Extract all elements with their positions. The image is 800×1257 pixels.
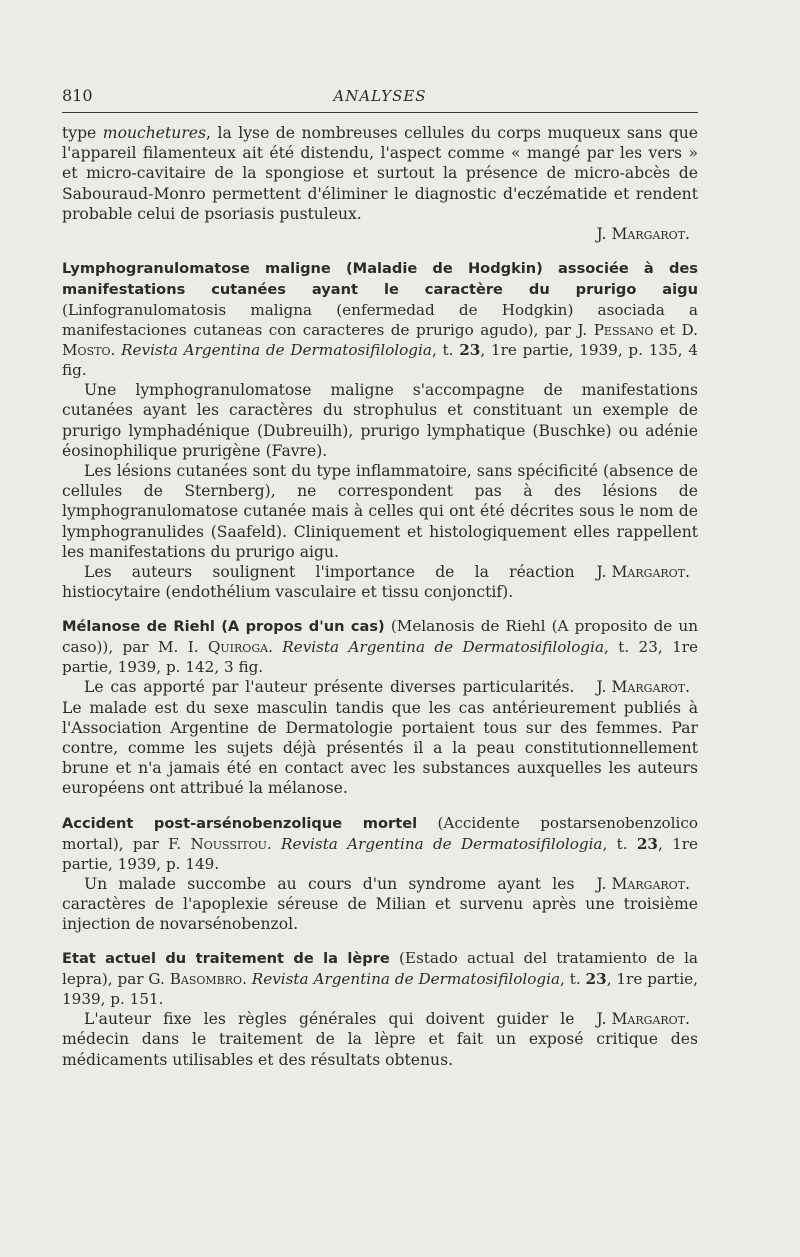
journal-name: Revista Argentina de Dermatosifilologia: [121, 341, 432, 360]
abstract-entry-2: [62, 616, 698, 798]
intro-signature: J. Margarot.: [596, 225, 690, 244]
abstract-entry-1: [62, 258, 698, 602]
author-name: Basombro: [169, 970, 243, 989]
author-name: Pessano: [593, 321, 654, 340]
author-name: Mosto: [62, 341, 111, 360]
intro-paragraph: type mouchetures, la lyse de nombreuses cellules du corps muqueux sans que l'appareil filamenteux ait été distendu, l'aspect comme « mangé par les vers » et micro-cavitaire de la spongiose et surtout la présence de micro-abcès de Sabouraud-Monro permettent d'éliminer le diagnostic d'eczématide et rendent probable celui de psoriasis pustuleux.: [62, 124, 698, 223]
entry-paragraph: J. Margarot. L'auteur fixe les règles générales qui doivent guider le médecin dans le traitement de la lèpre et fait un exposé critique des médicaments utilisables et des résultats obtenus.: [62, 1010, 698, 1069]
entry-signature: J. Margarot.: [596, 874, 690, 893]
entry-title: Etat actuel du traitement de la lèpre: [62, 950, 390, 968]
entry-signature: J. Margarot.: [596, 563, 690, 582]
entry-paragraph: Une lymphogranulomatose maligne s'accompagne de manifestations cutanées ayant les caractères du strophulus et constituant un exemple de prurigo lymphadénique (Dubreuilh), prurigo lymphatique (Buschke) ou adénie éosinophilique prurigène (Favre).: [62, 381, 698, 460]
journal-name: Revista Argentina de Dermatosifilologia: [251, 970, 561, 989]
page-number: 810: [62, 86, 93, 105]
page: [62, 86, 698, 1070]
entry-title: Mélanose de Riehl (A propos d'un cas): [62, 618, 385, 636]
entry-title: Accident post-arsénobenzolique mortel: [62, 814, 418, 832]
entry-paragraph: Les lésions cutanées sont du type inflammatoire, sans spécificité (absence de cellules de Sternberg), ne correspondent pas à des lésions de lymphogranulomatose cutanée mais à celles qui ont été décrites sous le nom de lymphogranulides (Saafeld). Cliniquement et histologiquement elles rappellent les manifestations du prurigo aigu.: [62, 462, 698, 561]
entry-paragraph: J. Margarot. Un malade succombe au cours d'un syndrome ayant les caractères de l'apoplexie séreuse de Milian et survenu après une troisième injection de novarsénobenzol.: [62, 874, 698, 934]
author-name: Quiroga: [207, 638, 269, 657]
journal-name: Revista Argentina de Dermatosifilologia: [281, 834, 603, 853]
entry-paragraph: J. Margarot. Le cas apporté par l'auteur présente diverses particularités. Le malade est du sexe masculin tandis que les cas antérieurement publiés à l'Association Argentine de Dermatologie portaient tous sur des femmes. Par contre, comme les sujets déjà présentés il a la peau constitutionnellement brune et n'a jamais été en contact avec les substances auxquelles les auteurs européens ont attribué la mélanose.: [62, 678, 698, 798]
page-header: [62, 86, 698, 113]
entry-title: Lymphogranulomatose maligne (Maladie de Hodgkin) associée à des manifestations cutanées ayant le caractère du prurigo aigu: [62, 260, 698, 299]
entry-reference: Etat actuel du traitement de la lèpre (Estado actual del tratamiento de la lepra), par G. Basombro. Revista Argentina de Dermatosifilologia, t. 23, 1re partie, 1939, p. 151.: [62, 949, 699, 1009]
entry-signature: J. Margarot.: [596, 1010, 690, 1029]
entry-reference: Accident post-arsénobenzolique mortel (Accidente postarsenobenzolico mortal), par F. Noussitou. Revista Argentina de Dermatosifilologia, t. 23, 1re partie, 1939, p. 149.: [62, 813, 699, 873]
author-name: Noussitou: [190, 834, 267, 853]
entry-paragraph: J. Margarot. Les auteurs soulignent l'importance de la réaction histiocytaire (endothélium vasculaire et tissu conjonctif).: [62, 562, 698, 602]
abstract-entry-3: [62, 813, 698, 935]
journal-name: Revista Argentina de Dermatosifilologia: [282, 638, 605, 657]
entry-signature: J. Margarot.: [596, 678, 690, 697]
entry-reference: Lymphogranulomatose maligne (Maladie de Hodgkin) associée à des manifestations cutanées ayant le caractère du prurigo aigu (Linfogranulomatosis maligna (enfermedad de Hodgkin) asociada a manifestaciones cutaneas con caracteres de prurigo agudo), par J. Pessano et D. Mosto. Revista Argentina de Dermatosifilologia, t. 23, 1re partie, 1939, p. 135, 4 fig.: [62, 260, 698, 380]
running-head: ANALYSES: [333, 87, 427, 105]
abstract-entry-4: [62, 948, 698, 1070]
entry-reference: Mélanose de Riehl (A propos d'un cas) (Melanosis de Riehl (A proposito de un caso)), par M. I. Quiroga. Revista Argentina de Dermatosifilologia, t. 23, 1re partie, 1939, p. 142, 3 fig.: [62, 617, 698, 677]
